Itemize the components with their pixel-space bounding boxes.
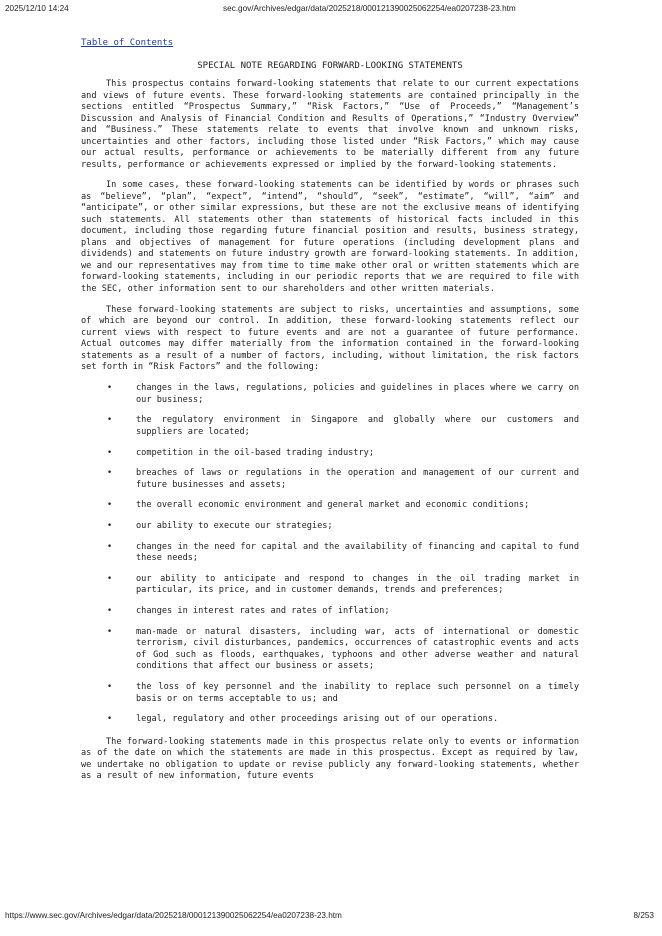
list-item: [81, 383, 579, 406]
list-item: [81, 468, 579, 491]
bullet-icon: •: [107, 573, 113, 584]
paragraph-closing: The forward-looking statements made in this prospectus relate only to events or information as of the date on which the statements are made in this prospectus. Except as required by law, we undertake no obligation to update or revise publicly any forward-looking statements, whether as a result of new information, future events: [81, 736, 579, 782]
list-item: [81, 682, 579, 705]
list-item-text: the loss of key personnel and the inability to replace such personnel on a timely basis or on terms acceptable to us; and: [136, 682, 579, 704]
list-item: [81, 606, 579, 618]
list-item: [81, 448, 579, 460]
risk-factor-list: [81, 383, 579, 726]
bullet-icon: •: [107, 415, 113, 426]
bullet-icon: •: [107, 626, 113, 637]
bullet-icon: •: [107, 500, 113, 511]
print-page-number: 8/253: [633, 911, 654, 920]
bullet-icon: •: [107, 468, 113, 479]
bullet-icon: •: [107, 682, 113, 693]
table-of-contents-link[interactable]: Table of Contents: [81, 38, 174, 48]
list-item-text: changes in interest rates and rates of inflation;: [136, 606, 390, 617]
list-item: [81, 500, 579, 512]
section-title: SPECIAL NOTE REGARDING FORWARD-LOOKING STATEMENTS: [197, 60, 463, 71]
bullet-icon: •: [107, 606, 113, 617]
paragraph-intro: This prospectus contains forward-looking statements that relate to our current expectations and views of future events. These forward-looking statements are contained principally in the sections entitled “Prospectus Summary,” “Risk Factors,” “Use of Proceeds,” “Management’s Discussion and Analysis of Financial Condition and Results of Operations,” “Industry Overview” and “Business.” These statements relate to events that involve known and unknown risks, uncertainties and other factors, including those listed under “Risk Factors,” which may cause our actual results, performance or achievements to be materially different from any future results, performance or achievements expressed or implied by the forward-looking statements.: [81, 79, 579, 170]
print-datetime: 2025/12/10 14:24: [5, 4, 69, 13]
list-item-text: legal, regulatory and other proceedings arising out of our operations.: [136, 714, 499, 725]
bullet-icon: •: [107, 521, 113, 532]
list-item-text: the overall economic environment and general market and economic conditions;: [136, 500, 530, 511]
list-item-text: changes in the laws, regulations, policies and guidelines in places where we carry on our business;: [136, 383, 579, 405]
list-item-text: changes in the need for capital and the availability of financing and capital to fund these needs;: [136, 541, 579, 564]
bullet-icon: •: [107, 541, 113, 552]
list-item-text: the regulatory environment in Singapore and globally where our customers and suppliers are located;: [136, 415, 579, 437]
list-item: [81, 574, 579, 597]
bullet-icon: •: [107, 447, 113, 458]
list-item: [81, 415, 579, 438]
paragraph-identification: In some cases, these forward-looking statements can be identified by words or phrases such as “believe”, “plan”, “expect”, “intend”, “should”, “seek”, “estimate”, “will”, “aim” and “anticipate”, or other similar expressions, but these are not the exclusive means of identifying such statements. All statements other than statements of historical facts included in this document, including those regarding future financial position and results, business strategy, plans and objectives of management for future operations (including development plans and dividends) and statements on future industry growth are forward-looking statements. In addition, we and our representatives may from time to time make other oral or written statements which are forward-looking statements, including in our periodic reports that we are required to file with the SEC, other information sent to our shareholders and other written materials.: [81, 180, 579, 294]
print-header-url: sec.gov/Archives/edgar/data/2025218/000121390025062254/ea0207238-23.htm: [223, 4, 516, 13]
list-item: [81, 714, 579, 726]
list-item: [81, 627, 579, 673]
bullet-icon: •: [107, 383, 113, 394]
list-item-text: our ability to execute our strategies;: [136, 521, 333, 532]
bullet-icon: •: [107, 714, 113, 725]
list-item-text: breaches of laws or regulations in the operation and management of our current and future businesses and assets;: [136, 468, 579, 490]
print-footer-url: https://www.sec.gov/Archives/edgar/data/2025218/000121390025062254/ea0207238-23.htm: [5, 911, 342, 920]
list-item: [81, 542, 579, 565]
list-item-text: competition in the oil-based trading industry;: [136, 447, 374, 458]
document-body: [81, 38, 579, 792]
paragraph-risks: These forward-looking statements are subject to risks, uncertainties and assumptions, some of which are beyond our control. In addition, these forward-looking statements reflect our current views with respect to future events and are not a guarantee of future performance. Actual outcomes may differ materially from the information contained in the forward-looking statements as a result of a number of factors, including, without limitation, the risk factors set forth in “Risk Factors” and the following:: [81, 304, 579, 373]
list-item-text: our ability to anticipate and respond to changes in the oil trading market in particular, its price, and in customer demands, trends and preferences;: [136, 573, 579, 596]
list-item: [81, 521, 579, 533]
list-item-text: man-made or natural disasters, including war, acts of international or domestic terrorism, civil disturbances, pandemics, occurrences of catastrophic events and acts of God such as floods, earthquakes, typhoons and other adverse weather and natural conditions that affect our business or assets;: [136, 626, 579, 672]
